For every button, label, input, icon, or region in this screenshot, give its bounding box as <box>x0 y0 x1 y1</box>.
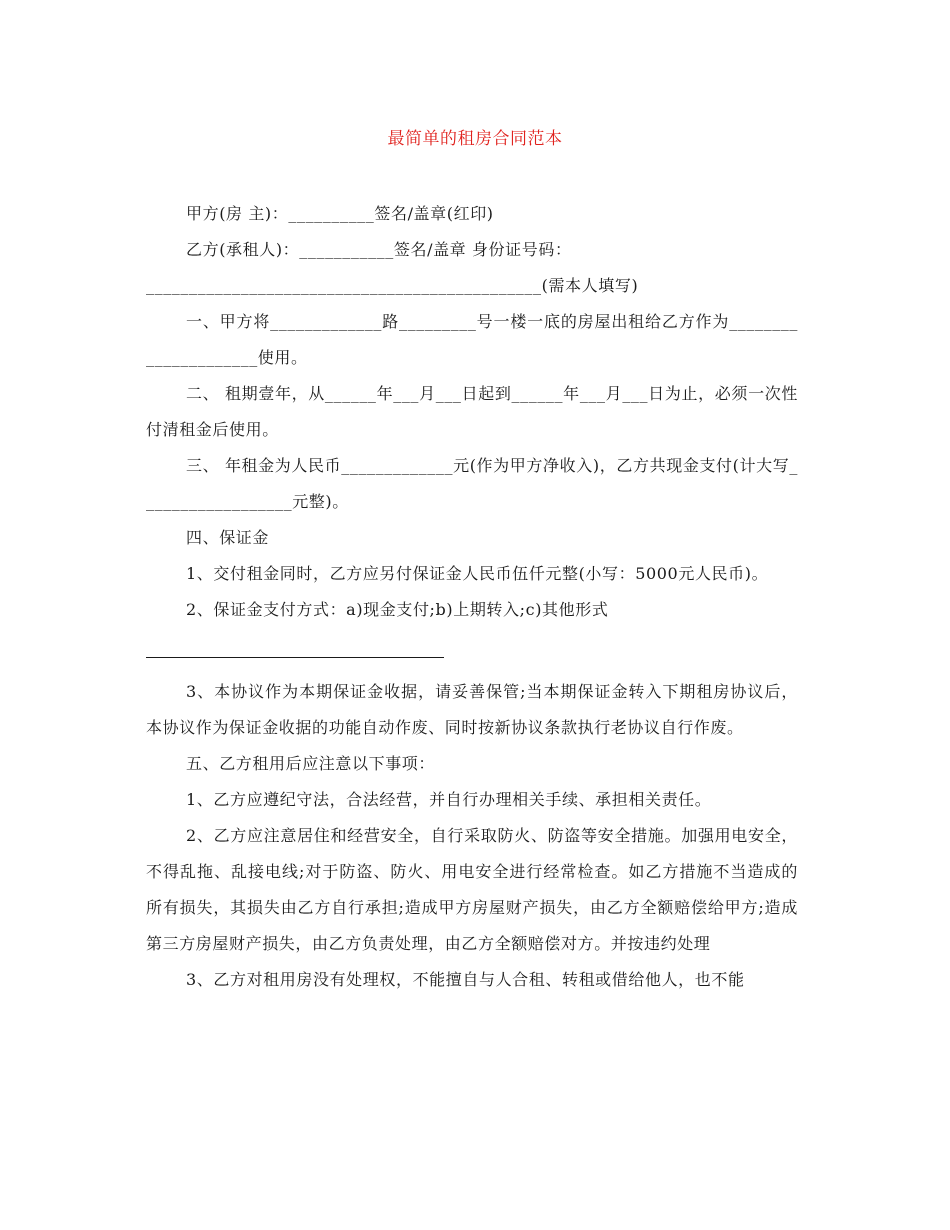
deposit-item-3: 3、本协议作为本期保证金收据，请妥善保管;当本期保证金转入下期租房协议后，本协议作为保证金收据的功能自动作废、同时按新协议条款执行老协议自行作废。 <box>146 682 798 737</box>
id-number-line: ______________________________________________(需本人填写) <box>146 276 639 295</box>
notice-item-3: 3、乙方对租用房没有处理权，不能擅自与人合租、转租或借给他人，也不能 <box>186 970 745 989</box>
clause-4-deposit-heading: 四、保证金 <box>186 528 270 547</box>
party-a-line: 甲方(房 主)：__________签名/盖章(红印) <box>186 204 494 223</box>
notice-item-2: 2、乙方应注意居住和经营安全，自行采取防火、防盗等安全措施。加强用电安全，不得乱拖、乱接电线;对于防盗、防火、用电安全进行经常检查。如乙方措施不当造成的所有损失，其损失由乙方自行承担;造成甲方房屋财产损失，由乙方全额赔偿给甲方;造成第三方房屋财产损失，由乙方负责处理，由乙方全额赔偿对方。并按违约处理 <box>146 826 798 953</box>
notice-item-1: 1、乙方应遵纪守法，合法经营，并自行办理相关手续、承担相关责任。 <box>186 790 712 809</box>
document-title: 最简单的租房合同范本 <box>387 129 563 149</box>
clause-3-annual-rent: 三、 年租金为人民币_____________元(作为甲方净收入)，乙方共现金支付(计大写__________________元整)。 <box>146 456 798 511</box>
document-body <box>146 196 798 998</box>
clause-5-heading: 五、乙方租用后应注意以下事项： <box>186 754 436 773</box>
clause-1-property: 一、甲方将_____________路_________号一楼一底的房屋出租给乙方作为_____________________使用。 <box>146 312 798 367</box>
deposit-item-1: 1、交付租金同时，乙方应另付保证金人民币伍仟元整(小写：5000元人民币)。 <box>186 564 769 583</box>
blank-underline <box>146 657 444 658</box>
deposit-item-2: 2、保证金支付方式：a)现金支付;b)上期转入;c)其他形式 <box>186 600 609 619</box>
deposit-other-form-blank <box>146 628 798 664</box>
clause-2-lease-term: 二、 租期壹年，从______年___月___日起到______年___月___日为止，必须一次性付清租金后使用。 <box>146 384 798 439</box>
party-b-line: 乙方(承租人)：___________签名/盖章 身份证号码： <box>186 240 572 259</box>
spacer <box>146 664 798 674</box>
